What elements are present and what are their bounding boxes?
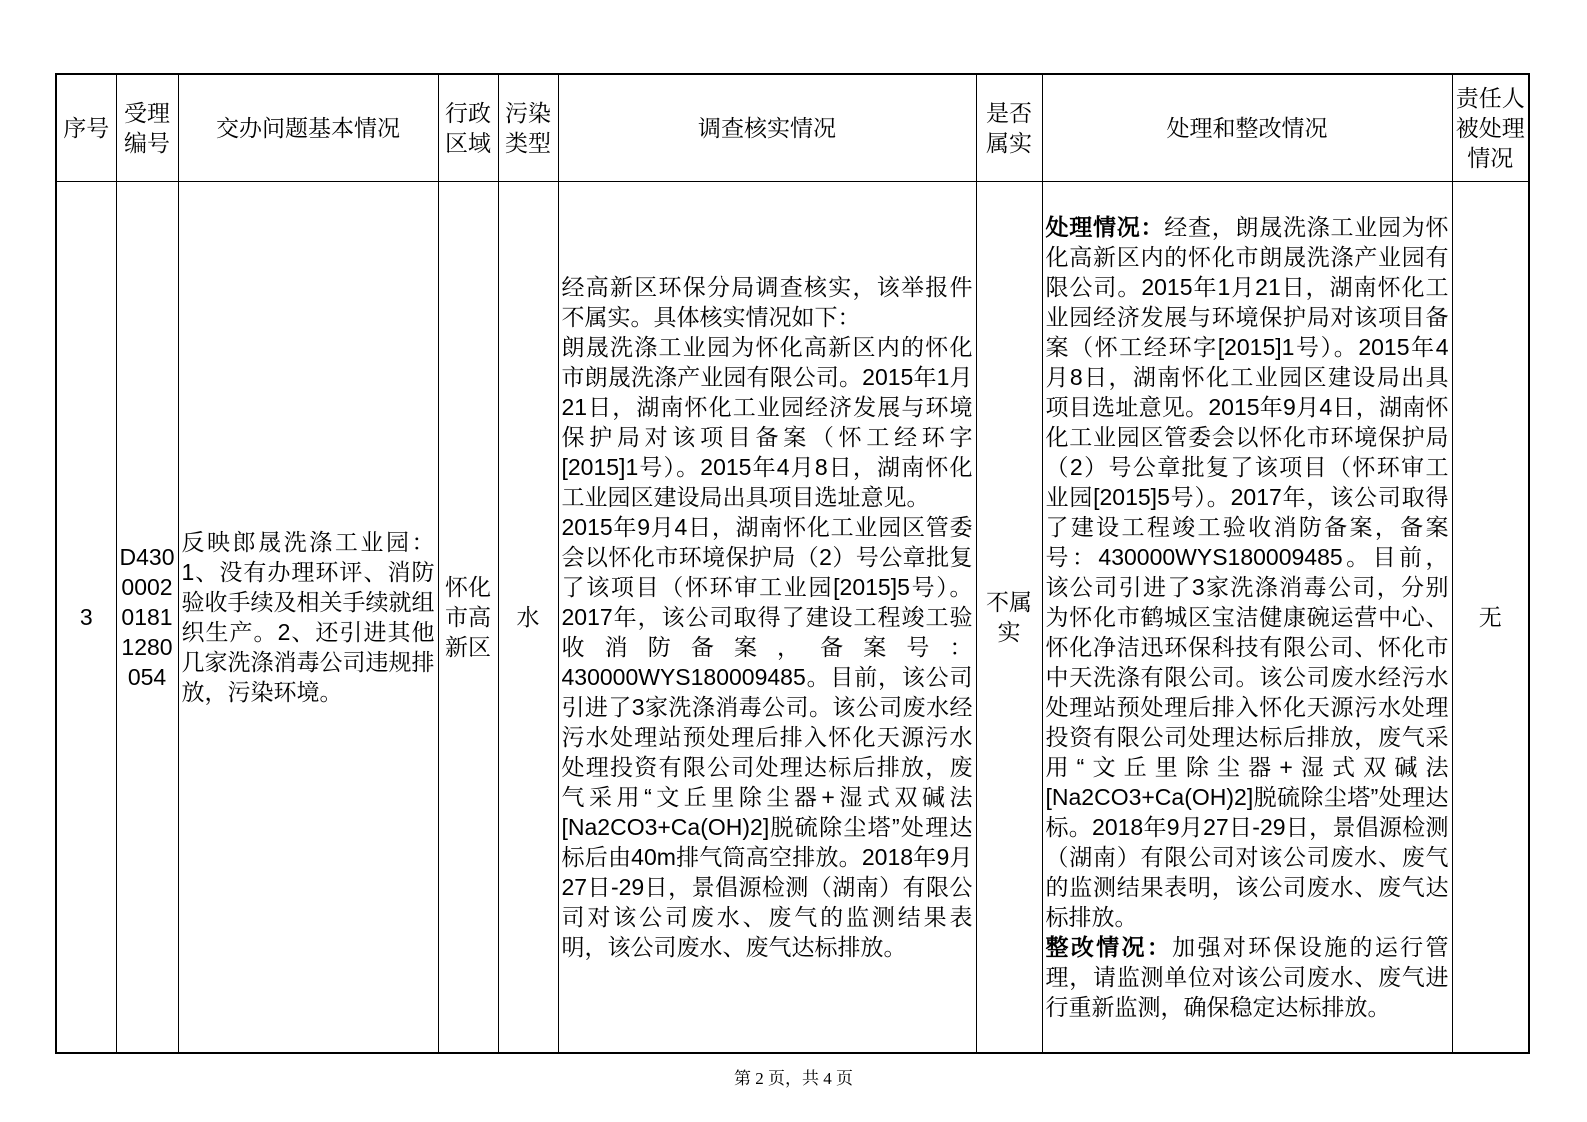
rectification-paragraph [1046,932,1449,1022]
handling-label: 处理情况： [1045,213,1165,240]
cell-acceptance-number: D430000201811280054 [116,181,178,1053]
handling-text: 经查，朗晟洗涤工业园为怀化高新区内的怀化市朗晟洗涤产业园有限公司。2015年1月21日，湖南怀化工业园经济发展与环境保护局对该项目备案（怀工经环字[2015]1号）。2015年4月8日，湖南怀化工业园区建设局出具项目选址意见。2015年9月4日，湖南怀化工业园区管委会以怀化市环境保护局（2）号公章批复了该项目（怀环审工业园[2015]5号）。2017年，该公司取得了建设工程竣工验收消防备案，备案号：430000WYS180009485。目前，该公司引进了3家洗涤消毒公司，分别为怀化市鹤城区宝洁健康碗运营中心、怀化净洁迅环保科技有限公司、怀化市中天洗涤有限公司。该公司废水经污水处理站预处理后排入怀化天源污水处理投资有限公司处理达标后排放，废气采用“文丘里除尘器+湿式双碱法[Na2CO3+Ca(OH)2]脱硫除尘塔”处理达标。2018年9月27日-29日，景倡源检测（湖南）有限公司对该公司废水、废气的监测结果表明，该公司废水、废气达标排放。 [1045,213,1449,930]
cell-serial-number: 3 [56,181,116,1053]
table-row [56,181,1529,1053]
header-investigation: 调查核实情况 [558,74,976,181]
page-number-footer: 第 2 页，共 4 页 [734,1069,853,1088]
header-accountability: 责任人被处理情况 [1452,74,1529,181]
rectification-text: 加强对环保设施的运行管理，请监测单位对该公司废水、废气进行重新监测，确保稳定达标排放。 [1045,933,1449,1020]
header-verified: 是否属实 [976,74,1042,181]
cell-problem-description: 反映郎晟洗涤工业园：1、没有办理环评、消防验收手续及相关手续就组织生产。2、还引进其他几家洗涤消毒公司违规排放，污染环境。 [178,181,438,1053]
cell-investigation [558,181,976,1053]
rectification-label: 整改情况： [1045,933,1173,960]
cell-accountability: 无 [1452,181,1529,1053]
cell-pollution-type: 水 [498,181,558,1053]
header-serial-number: 序号 [56,74,116,181]
header-handling-rectification: 处理和整改情况 [1042,74,1452,181]
header-acceptance-number: 受理编号 [116,74,178,181]
header-pollution-type: 污染类型 [498,74,558,181]
cell-administrative-region: 怀化市高新区 [438,181,498,1053]
complaint-table [55,73,1530,1054]
investigation-paragraph: 2015年9月4日，湖南怀化工业园区管委会以怀化市环境保护局（2）号公章批复了该项目（怀环审工业园[2015]5号）。2017年，该公司取得了建设工程竣工验收消防备案，备案号：430000WYS180009485。目前，该公司引进了3家洗涤消毒公司。该公司废水经污水处理站预处理后排入怀化天源污水处理投资有限公司处理达标后排放，废气采用“文丘里除尘器+湿式双碱法[Na2CO3+Ca(OH)2]脱硫除尘塔”处理达标后由40m排气筒高空排放。2018年9月27日-29日，景倡源检测（湖南）有限公司对该公司废水、废气的监测结果表明，该公司废水、废气达标排放。 [561,513,973,960]
cell-handling-rectification [1042,181,1452,1053]
table-header-row [56,74,1529,181]
handling-paragraph [1046,212,1449,932]
investigation-paragraph: 经高新区环保分局调查核实，该举报件不属实。具体核实情况如下： [561,273,973,330]
investigation-paragraph: 朗晟洗涤工业园为怀化高新区内的怀化市朗晟洗涤产业园有限公司。2015年1月21日，湖南怀化工业园经济发展与环境保护局对该项目备案（怀工经环字[2015]1号）。2015年4月8日，湖南怀化工业园区建设局出具项目选址意见。 [561,333,973,510]
cell-verified: 不属实 [976,181,1042,1053]
header-problem-description: 交办问题基本情况 [178,74,438,181]
header-administrative-region: 行政区域 [438,74,498,181]
